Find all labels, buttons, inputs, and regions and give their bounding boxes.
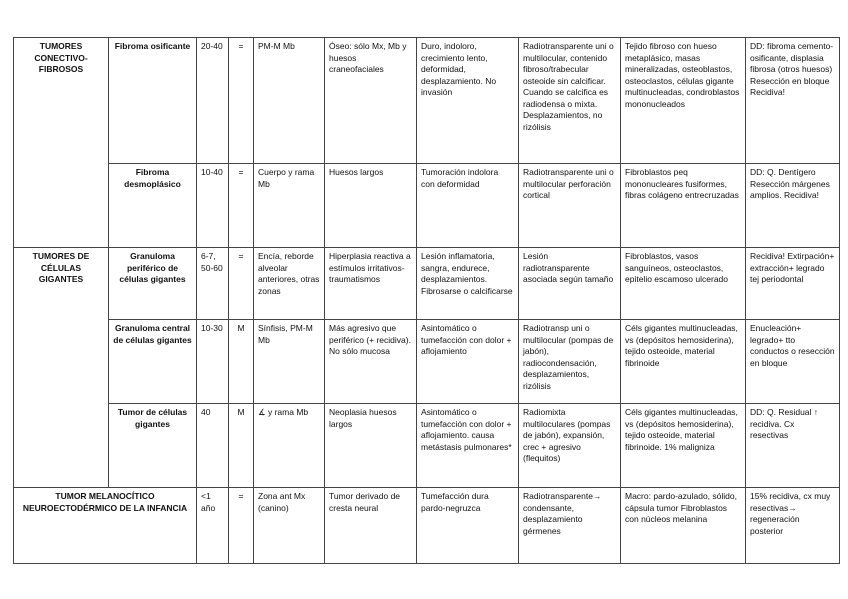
location-cell: PM-M Mb bbox=[254, 38, 325, 164]
category-cell: TUMORES DE CÉLULAS GIGANTES bbox=[14, 248, 109, 488]
clinical-cell: Asintomático o tumefacción con dolor + aflojamiento. causa metástasis pulmonares* bbox=[417, 404, 519, 488]
table-row bbox=[14, 38, 840, 164]
category-cell: TUMORES CONECTIVO-FIBROSOS bbox=[14, 38, 109, 248]
treatment-cell: DD: Q. Residual ↑ recidiva. Cx resectivas bbox=[746, 404, 840, 488]
tumor-table bbox=[13, 37, 840, 564]
age-cell: 10-30 bbox=[197, 320, 229, 404]
radiology-cell: Radiomixta multiloculares (pompas de jabón), expansión, crec + agresivo (flequitos) bbox=[519, 404, 621, 488]
sex-cell: = bbox=[229, 248, 254, 320]
age-cell: 6-7, 50-60 bbox=[197, 248, 229, 320]
table-row bbox=[14, 164, 840, 248]
origin-cell: Hiperplasia reactiva a estímulos irritativos-traumatismos bbox=[325, 248, 417, 320]
treatment-cell: Enucleación+ legrado+ tto conductos o resección en bloque bbox=[746, 320, 840, 404]
clinical-cell: Duro, indoloro, crecimiento lento, deformidad, desplazamiento. No invasión bbox=[417, 38, 519, 164]
tumor-name-cell: Granuloma periférico de células gigantes bbox=[109, 248, 197, 320]
histology-cell: Fibroblastos peq mononucleares fusiformes, fibras colágeno entrecruzadas bbox=[621, 164, 746, 248]
sex-cell: = bbox=[229, 38, 254, 164]
clinical-cell: Tumefacción dura pardo-negruzca bbox=[417, 488, 519, 564]
radiology-cell: Lesión radiotransparente asociada según tamaño bbox=[519, 248, 621, 320]
age-cell: 40 bbox=[197, 404, 229, 488]
sex-cell: = bbox=[229, 488, 254, 564]
radiology-cell: Radiotransparente uni o multilocular, contenido fibroso/trabecular osteoide sin calcificar. Cuando se calcifica es radiodensa o mixta. Desplazamientos, no rizólisis bbox=[519, 38, 621, 164]
clinical-cell: Tumoración indolora con deformidad bbox=[417, 164, 519, 248]
tumor-name-cell: Fibroma osificante bbox=[109, 38, 197, 164]
treatment-cell: Recidiva! Extirpación+ extracción+ legrado tej periodontal bbox=[746, 248, 840, 320]
treatment-cell: DD: fibroma cemento-osificante, displasia fibrosa (otros huesos) Resección en bloque Recidiva! bbox=[746, 38, 840, 164]
radiology-cell: Radiotransp uni o multilocular (pompas de jabón), radiocondensación, desplazamientos, rizólisis bbox=[519, 320, 621, 404]
age-cell: <1 año bbox=[197, 488, 229, 564]
treatment-cell: DD: Q. Dentígero Resección márgenes amplios. Recidiva! bbox=[746, 164, 840, 248]
histology-cell: Céls gigantes multinucleadas, vs (depósitos hemosiderina), tejido osteoide, material fibrinoide. 1% maligniza bbox=[621, 404, 746, 488]
clinical-cell: Lesión inflamatoria, sangra, endurece, desplazamientos. Fibrosarse o calcificarse bbox=[417, 248, 519, 320]
origin-cell: Más agresivo que periférico (+ recidiva). No sólo mucosa bbox=[325, 320, 417, 404]
table-row bbox=[14, 488, 840, 564]
origin-cell: Neoplasia huesos largos bbox=[325, 404, 417, 488]
histology-cell: Fibroblastos, vasos sanguíneos, osteoclastos, epitelio escamoso ulcerado bbox=[621, 248, 746, 320]
age-cell: 10-40 bbox=[197, 164, 229, 248]
histology-cell: Céls gigantes multinucleadas, vs (depósitos hemosiderina), tejido osteoide, material fibrinoide bbox=[621, 320, 746, 404]
table-row bbox=[14, 320, 840, 404]
treatment-cell: 15% recidiva, cx muy resectivas→ regeneración posterior bbox=[746, 488, 840, 564]
tumor-name-cell: Tumor de células gigantes bbox=[109, 404, 197, 488]
location-cell: ∡ y rama Mb bbox=[254, 404, 325, 488]
tumor-name-cell: Fibroma desmoplásico bbox=[109, 164, 197, 248]
location-cell: Encía, reborde alveolar anteriores, otras zonas bbox=[254, 248, 325, 320]
sex-cell: = bbox=[229, 164, 254, 248]
sex-cell: M bbox=[229, 404, 254, 488]
age-cell: 20-40 bbox=[197, 38, 229, 164]
location-cell: Cuerpo y rama Mb bbox=[254, 164, 325, 248]
location-cell: Sínfisis, PM-M Mb bbox=[254, 320, 325, 404]
location-cell: Zona ant Mx (canino) bbox=[254, 488, 325, 564]
clinical-cell: Asintomático o tumefacción con dolor + aflojamiento bbox=[417, 320, 519, 404]
origin-cell: Óseo: sólo Mx, Mb y huesos craneofaciales bbox=[325, 38, 417, 164]
tumor-name-cell: Granuloma central de células gigantes bbox=[109, 320, 197, 404]
radiology-cell: Radiotransparente→ condensante, desplazamiento gérmenes bbox=[519, 488, 621, 564]
category-cell: TUMOR MELANOCÍTICO NEUROECTODÉRMICO DE LA INFANCIA bbox=[14, 488, 197, 564]
histology-cell: Tejido fibroso con hueso metaplásico, masas mineralizadas, osteoblastos, osteoclastos, células gigante multinucleadas, condroblastos mononucleados bbox=[621, 38, 746, 164]
sex-cell: M bbox=[229, 320, 254, 404]
origin-cell: Tumor derivado de cresta neural bbox=[325, 488, 417, 564]
histology-cell: Macro: pardo-azulado, sólido, cápsula tumor Fibroblastos con núcleos melanina bbox=[621, 488, 746, 564]
table-row bbox=[14, 248, 840, 320]
table-row bbox=[14, 404, 840, 488]
radiology-cell: Radiotransparente uni o multilocular perforación cortical bbox=[519, 164, 621, 248]
origin-cell: Huesos largos bbox=[325, 164, 417, 248]
